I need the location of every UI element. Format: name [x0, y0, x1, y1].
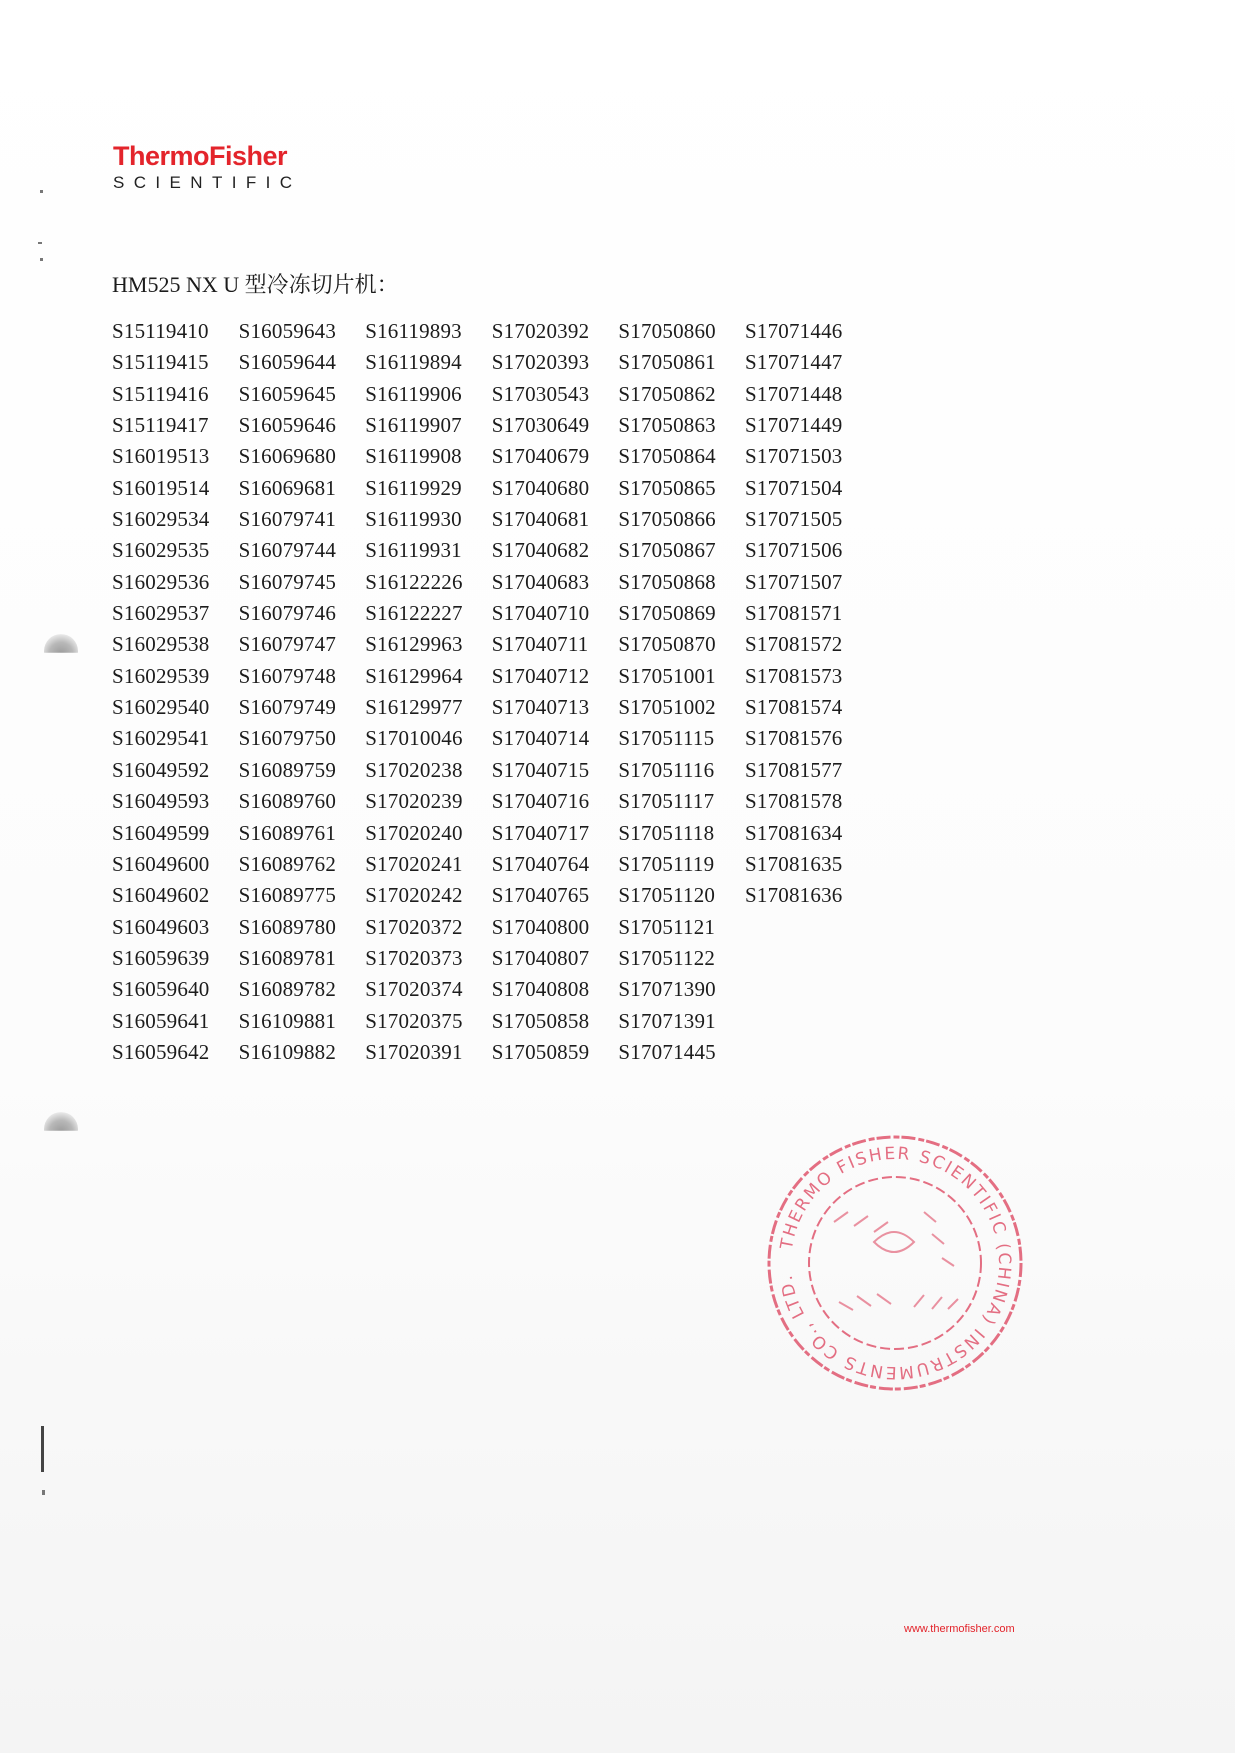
serial-number: S17051120 — [618, 883, 716, 908]
serial-number: S17020239 — [365, 789, 463, 814]
serial-number: S17040681 — [491, 507, 590, 532]
serial-number: S16059640 — [112, 977, 210, 1002]
serial-number: S17040710 — [491, 601, 590, 626]
serial-number: S16079744 — [238, 538, 337, 563]
serial-number: S16019513 — [112, 444, 210, 469]
serial-number: S17081572 — [745, 632, 843, 657]
serial-number: S17071504 — [745, 475, 843, 500]
serial-number: S16049602 — [112, 883, 210, 908]
scan-mark — [40, 190, 43, 193]
serial-number: S17050870 — [618, 632, 716, 657]
serial-number: S17020375 — [365, 1008, 463, 1033]
serial-number: S16059639 — [112, 945, 210, 970]
serial-number: S17050858 — [491, 1008, 590, 1033]
serial-number: S17040682 — [491, 538, 590, 563]
serial-number: S16079749 — [238, 695, 337, 720]
serial-number: S16029534 — [112, 507, 210, 532]
document-heading: HM525 NX U 型冷冻切片机： — [112, 272, 399, 297]
serial-number: S16049603 — [112, 914, 210, 939]
serial-number: S16059641 — [112, 1008, 210, 1033]
serial-number: S17020373 — [365, 945, 463, 970]
serial-number: S15119417 — [112, 413, 209, 438]
serial-column — [745, 316, 870, 912]
serial-number: S16122226 — [365, 569, 463, 594]
serial-number: S17040713 — [491, 695, 590, 720]
serial-number: S17051121 — [618, 914, 716, 939]
serial-number: S17010046 — [365, 726, 463, 751]
serial-number: S17050866 — [618, 507, 716, 532]
serial-number: S17081573 — [745, 663, 843, 688]
serial-number: S16089781 — [238, 945, 337, 970]
serial-number: S16089782 — [238, 977, 337, 1002]
serial-number: S17051115 — [618, 726, 715, 751]
serial-number: S16059643 — [238, 319, 337, 343]
serial-number: S16109882 — [238, 1039, 337, 1064]
serial-number: S16119929 — [365, 475, 462, 500]
scan-mark — [42, 1490, 45, 1495]
serial-number: S17081571 — [745, 601, 843, 626]
serial-number: S16119906 — [365, 381, 462, 406]
serial-number: S16059645 — [238, 381, 337, 406]
serial-number: S17040807 — [491, 945, 590, 970]
serial-number: S16122227 — [365, 601, 463, 626]
serial-number: S16079748 — [238, 663, 337, 688]
serial-number: S16089761 — [238, 820, 337, 845]
serial-number: S16089759 — [238, 757, 337, 782]
serial-number: S17071391 — [618, 1008, 716, 1033]
serial-number: S16089775 — [238, 883, 337, 908]
serial-number: S17071446 — [745, 319, 843, 343]
serial-number: S17040765 — [491, 883, 590, 908]
serial-column — [239, 316, 364, 1068]
serial-number: S17081636 — [745, 883, 843, 908]
serial-number: S17020374 — [365, 977, 463, 1002]
serial-number: S17051118 — [618, 820, 715, 845]
serial-number: S17081634 — [745, 820, 843, 845]
serial-column — [492, 316, 617, 1068]
serial-number: S17081578 — [745, 789, 843, 814]
serial-number: S16079747 — [238, 632, 337, 657]
serial-number: S17040716 — [491, 789, 590, 814]
serial-number: S17040717 — [491, 820, 590, 845]
serial-number: S17071505 — [745, 507, 843, 532]
serial-number: S16129977 — [365, 695, 463, 720]
serial-number: S17020242 — [365, 883, 463, 908]
serial-number: S16049592 — [112, 757, 210, 782]
logo-division: SCIENTIFIC — [113, 173, 302, 192]
serial-number: S16089780 — [238, 914, 337, 939]
serial-number: S17050865 — [618, 475, 716, 500]
serial-number: S17050863 — [618, 413, 716, 438]
serial-number: S17051117 — [618, 789, 715, 814]
serial-number: S15119410 — [112, 319, 209, 343]
serial-number: S17050862 — [618, 381, 716, 406]
serial-number: S17040808 — [491, 977, 590, 1002]
serial-number: S16079746 — [238, 601, 337, 626]
serial-number: S15119416 — [112, 381, 209, 406]
serial-number: S16079741 — [238, 507, 337, 532]
serial-number: S17040711 — [491, 632, 589, 657]
serial-number: S17040715 — [491, 757, 590, 782]
serial-number: S17050868 — [618, 569, 716, 594]
serial-number: S17050864 — [618, 444, 716, 469]
serial-number: S17020393 — [491, 350, 590, 375]
serial-number: S17020240 — [365, 820, 463, 845]
serial-number: S15119415 — [112, 350, 209, 375]
serial-number: S17050861 — [618, 350, 716, 375]
serial-number: S17040679 — [491, 444, 590, 469]
serial-number: S16089762 — [238, 851, 337, 876]
serial-number: S17030649 — [491, 413, 590, 438]
serial-number: S16029541 — [112, 726, 210, 751]
serial-column — [618, 316, 743, 1068]
serial-number: S17071390 — [618, 977, 716, 1002]
serial-number: S17040712 — [491, 663, 590, 688]
serial-number: S17071507 — [745, 569, 843, 594]
serial-number: S17071448 — [745, 381, 843, 406]
serial-number: S16119894 — [365, 350, 462, 375]
serial-number: S17020391 — [365, 1039, 463, 1064]
serial-number: S17071506 — [745, 538, 843, 563]
serial-number: S17040683 — [491, 569, 590, 594]
serial-number: S16079750 — [238, 726, 337, 751]
footer-website-link[interactable]: www.thermofisher.com — [904, 1623, 1015, 1635]
serial-number: S16119893 — [365, 319, 462, 343]
serial-number: S16029537 — [112, 601, 210, 626]
serial-number: S16029540 — [112, 695, 210, 720]
serial-number: S17040764 — [491, 851, 590, 876]
serial-number: S16029539 — [112, 663, 210, 688]
serial-number: S16059646 — [238, 413, 337, 438]
serial-number: S17071445 — [618, 1039, 716, 1064]
serial-number: S16049600 — [112, 851, 210, 876]
serial-number: S17071447 — [745, 350, 843, 375]
serial-number: S17050860 — [618, 319, 716, 343]
serial-number: S17020241 — [365, 851, 463, 876]
serial-number: S17081577 — [745, 757, 843, 782]
serial-number: S16019514 — [112, 475, 210, 500]
serial-number: S16109881 — [238, 1008, 337, 1033]
serial-number: S17020392 — [491, 319, 590, 343]
serial-number: S17050867 — [618, 538, 716, 563]
serial-number: S17051122 — [618, 945, 716, 970]
serial-number: S16029535 — [112, 538, 210, 563]
serial-column — [365, 316, 490, 1068]
serial-number: S16029536 — [112, 569, 210, 594]
serial-number: S16119907 — [365, 413, 462, 438]
serial-number: S17040714 — [491, 726, 590, 751]
serial-number: S16089760 — [238, 789, 337, 814]
serial-number: S16119931 — [365, 538, 462, 563]
scan-mark — [41, 1426, 44, 1472]
serial-number: S17081574 — [745, 695, 843, 720]
serial-number: S17020372 — [365, 914, 463, 939]
serial-number: S17081576 — [745, 726, 843, 751]
scan-mark — [40, 258, 43, 261]
serial-number: S16029538 — [112, 632, 210, 657]
serial-number: S17051119 — [618, 851, 715, 876]
scan-mark — [38, 242, 42, 244]
serial-column — [112, 316, 237, 1068]
serial-number: S17030543 — [491, 381, 590, 406]
serial-number: S16119908 — [365, 444, 462, 469]
serial-number: S16129963 — [365, 632, 463, 657]
serial-number: S17071449 — [745, 413, 843, 438]
serial-number: S16069680 — [238, 444, 337, 469]
serial-number: S17071503 — [745, 444, 843, 469]
serial-number: S16049599 — [112, 820, 210, 845]
svg-text:THERMO FISHER SCIENTIFIC (CHIN: THERMO FISHER SCIENTIFIC (CHINA) INSTRUMENTS CO., LTD. — [776, 1143, 1015, 1383]
serial-number: S17051001 — [618, 663, 716, 688]
logo-brand: ThermoFisher — [113, 141, 288, 171]
serial-number: S17050869 — [618, 601, 716, 626]
serial-number: S17051116 — [618, 757, 715, 782]
serial-number: S17050859 — [491, 1039, 590, 1064]
serial-number: S16069681 — [238, 475, 337, 500]
serial-number: S16129964 — [365, 663, 463, 688]
serial-number: S17020238 — [365, 757, 463, 782]
thermofisher-logo — [113, 143, 301, 191]
serial-number: S17040680 — [491, 475, 590, 500]
company-seal-stamp — [764, 1132, 1026, 1394]
serial-number: S16119930 — [365, 507, 462, 532]
serial-number: S16079745 — [238, 569, 337, 594]
serial-number: S16049593 — [112, 789, 210, 814]
serial-number: S16059642 — [112, 1039, 210, 1064]
serial-number: S17081635 — [745, 851, 843, 876]
serial-number: S17051002 — [618, 695, 716, 720]
serial-number: S16059644 — [238, 350, 337, 375]
serial-number: S17040800 — [491, 914, 590, 939]
